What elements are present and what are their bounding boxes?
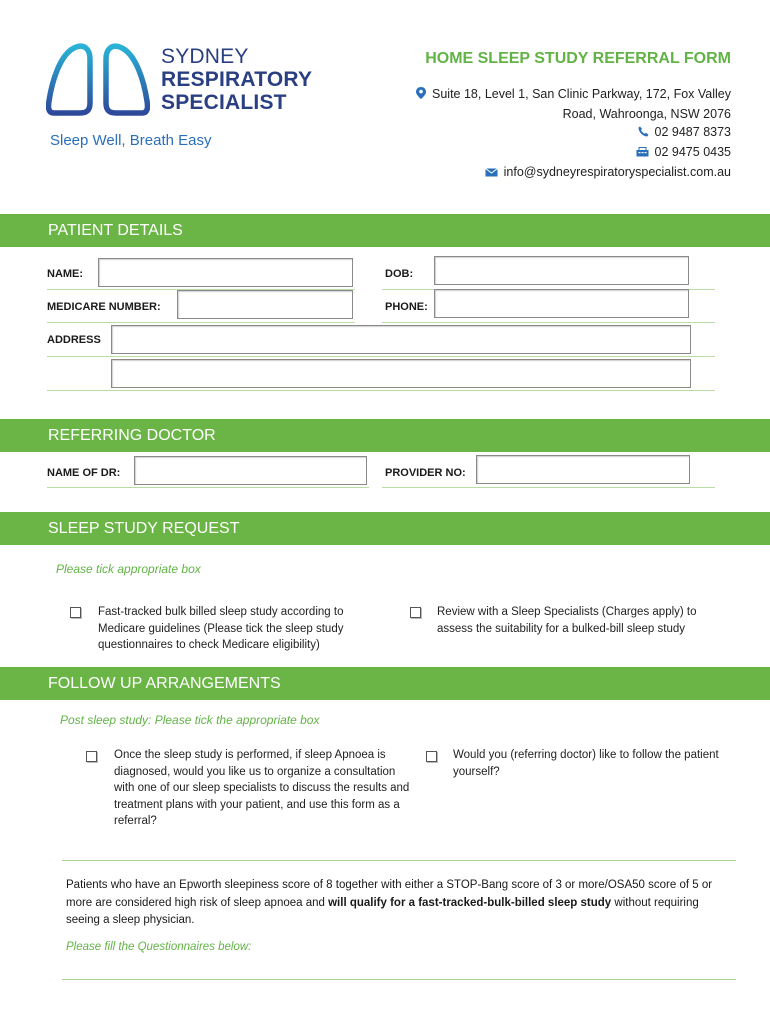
- doctor-name-label: NAME OF DR:: [47, 467, 121, 479]
- email-envelope-icon: [485, 168, 498, 177]
- medicare-number-label: MEDICARE NUMBER:: [47, 301, 161, 313]
- brand-name-line3: SPECIALIST: [161, 91, 287, 114]
- fast-tracked-study-option-text: Fast-tracked bulk billed sleep study according to Medicare guidelines (Please tick the sleep study questionnaires to check Medicare eligibility): [98, 606, 344, 651]
- divider: [47, 390, 715, 391]
- email-address[interactable]: info@sydneyrespiratoryspecialist.com.au: [503, 165, 731, 179]
- specialist-review-option-text: Review with a Sleep Specialists (Charges apply) to assess the suitability for a bulked-bill sleep study: [437, 606, 697, 635]
- contact-phone: [638, 122, 731, 142]
- doctor-name-field[interactable]: [134, 456, 367, 485]
- patient-name-label: NAME:: [47, 268, 84, 280]
- divider: [47, 487, 369, 488]
- clinic-logo-mark: [46, 43, 150, 119]
- provider-number-label: PROVIDER NO:: [385, 467, 466, 479]
- section-sleep-study-request: SLEEP STUDY REQUEST: [0, 512, 770, 545]
- contact-email: [485, 162, 731, 182]
- organize-consultation-option-text: Once the sleep study is performed, if sleep Apnoea is diagnosed, would you like us to organize a consultation with one of our sleep specialists to discuss the results and treatment plans with your patient, and use this form as a referral?: [114, 749, 410, 827]
- dob-label: DOB:: [385, 268, 414, 280]
- doctor-follow-up-checkbox[interactable]: [426, 751, 437, 762]
- section-patient-details: PATIENT DETAILS: [0, 214, 770, 247]
- questionnaire-prompt: Please fill the Questionnaires below:: [66, 941, 252, 953]
- contact-fax: [636, 142, 731, 162]
- brand-name-line1: SYDNEY: [161, 45, 249, 68]
- doctor-follow-up-option-text: Would you (referring doctor) like to follow the patient yourself?: [453, 749, 719, 778]
- phone-label: PHONE:: [385, 301, 428, 313]
- patient-name-field[interactable]: [98, 258, 353, 287]
- location-pin-icon: [416, 87, 426, 99]
- divider: [382, 322, 715, 323]
- divider: [382, 487, 715, 488]
- medicare-number-field[interactable]: [177, 290, 353, 319]
- eligibility-note-text: Patients who have an Epworth sleepiness score of 8 together with either a STOP-Bang score of 3 or more/OSA50 score of 5 or more are considered high risk of sleep apnoea and: [66, 879, 713, 909]
- eligibility-note-text-end: without requiring seeing a sleep physician.: [66, 896, 699, 926]
- fast-tracked-study-checkbox[interactable]: [70, 607, 81, 618]
- divider: [47, 322, 355, 323]
- divider: [47, 356, 715, 357]
- phone-icon: [638, 126, 649, 137]
- organize-consultation-checkbox[interactable]: [86, 751, 97, 762]
- form-title: HOME SLEEP STUDY REFERRAL FORM: [425, 50, 731, 67]
- section-referring-doctor: REFERRING DOCTOR: [0, 419, 770, 452]
- eligibility-note: [66, 877, 716, 930]
- specialist-review-checkbox[interactable]: [410, 607, 421, 618]
- eligibility-note-bold: will qualify for a fast-tracked-bulk-billed sleep study: [328, 896, 612, 909]
- tagline: Sleep Well, Breath Easy: [50, 132, 212, 149]
- fax-icon: [636, 147, 649, 157]
- section-follow-up-arrangements: FOLLOW UP ARRANGEMENTS: [0, 667, 770, 700]
- provider-number-field[interactable]: [476, 455, 690, 484]
- address-field-line2[interactable]: [111, 359, 691, 388]
- phone-field[interactable]: [434, 289, 689, 318]
- phone-number[interactable]: 02 9487 8373: [654, 125, 731, 139]
- fax-number[interactable]: 02 9475 0435: [654, 145, 731, 159]
- brand-name-line2: RESPIRATORY: [161, 68, 313, 91]
- divider: [62, 979, 736, 980]
- follow-up-instruction: Post sleep study: Please tick the appropriate box: [60, 713, 320, 727]
- address-label: ADDRESS: [47, 334, 101, 346]
- address-field-line1[interactable]: [111, 325, 691, 354]
- sleep-study-instruction: Please tick appropriate box: [56, 562, 201, 576]
- contact-address: [391, 84, 731, 124]
- dob-field[interactable]: [434, 256, 689, 285]
- divider: [62, 860, 736, 861]
- address-text: Suite 18, Level 1, San Clinic Parkway, 172, Fox Valley Road, Wahroonga, NSW 2076: [432, 87, 731, 121]
